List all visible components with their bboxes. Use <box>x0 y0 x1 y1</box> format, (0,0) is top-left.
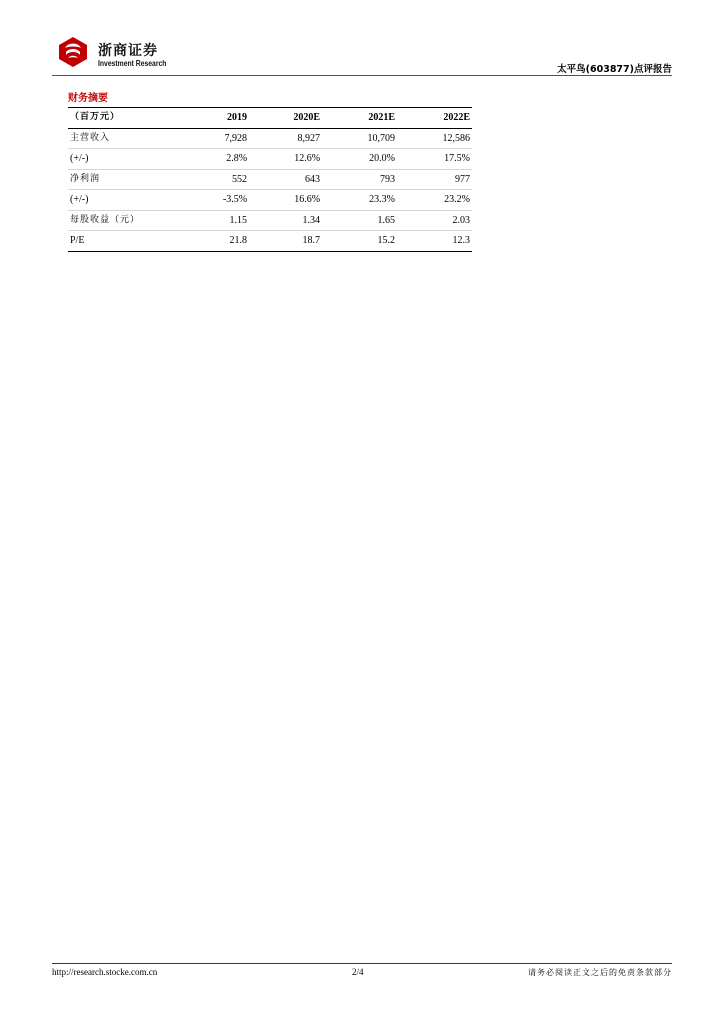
table-cell: 23.2% <box>397 190 472 211</box>
row-label: 每股收益（元） <box>68 210 182 231</box>
table-cell: 10,709 <box>322 128 397 149</box>
logo-chinese-name: 浙商证券 <box>98 43 158 59</box>
table-cell: 2.03 <box>397 210 472 231</box>
table-cell: 21.8 <box>229 235 248 247</box>
table-cell: -3.5% <box>182 190 249 211</box>
logo-english-name: Investment Research <box>98 59 167 68</box>
table-cell: 8,927 <box>249 128 322 149</box>
table-row <box>68 210 472 231</box>
page-number: 2/4 <box>352 967 364 977</box>
table-cell: 2.8% <box>182 149 249 170</box>
table-cell: 23.3% <box>322 190 397 211</box>
table-row <box>68 190 472 211</box>
table-cell: 977 <box>397 169 472 190</box>
disclaimer-note: 请务必阅读正文之后的免责条款部分 <box>528 968 672 977</box>
page-header <box>52 34 672 76</box>
table-cell: 15.2 <box>377 235 396 247</box>
column-header-2022e: 2022E <box>397 108 472 129</box>
company-logo-icon <box>56 36 90 68</box>
table-cell: 7,928 <box>182 128 249 149</box>
table-cell: 12.3 <box>452 235 470 247</box>
footer-divider <box>52 963 672 964</box>
table-row <box>68 169 472 190</box>
row-label: P/E <box>70 235 85 247</box>
table-cell: 16.6% <box>249 190 322 211</box>
financial-summary-table <box>68 107 472 252</box>
column-header-unit: （百万元） <box>68 108 182 129</box>
table-cell: 12.6% <box>249 149 322 170</box>
row-label: (+/-) <box>68 190 182 211</box>
section-title: 财务摘要 <box>68 93 108 104</box>
footer-url-link[interactable]: http://research.stocke.com.cn <box>52 967 158 977</box>
column-header-2020e: 2020E <box>249 108 322 129</box>
row-label: (+/-) <box>68 149 182 170</box>
table-cell: 20.0% <box>322 149 397 170</box>
row-label: 净利润 <box>68 169 182 190</box>
table-row <box>68 231 472 252</box>
table-cell: 552 <box>182 169 249 190</box>
table-cell: 1.65 <box>322 210 397 231</box>
column-header-2021e: 2021E <box>322 108 397 129</box>
table-cell: 17.5% <box>397 149 472 170</box>
column-header-2019: 2019 <box>182 108 249 129</box>
table-row <box>68 128 472 149</box>
table-cell: 643 <box>249 169 322 190</box>
header-divider <box>52 75 672 76</box>
table-header-row <box>68 108 472 129</box>
table-cell: 1.15 <box>182 210 249 231</box>
report-title: 太平鸟(603877)点评报告 <box>557 64 672 75</box>
table-row <box>68 149 472 170</box>
table-cell: 1.34 <box>249 210 322 231</box>
table-cell: 793 <box>322 169 397 190</box>
table-cell: 12,586 <box>397 128 472 149</box>
table-cell: 18.7 <box>302 235 321 247</box>
row-label: 主营收入 <box>68 128 182 149</box>
